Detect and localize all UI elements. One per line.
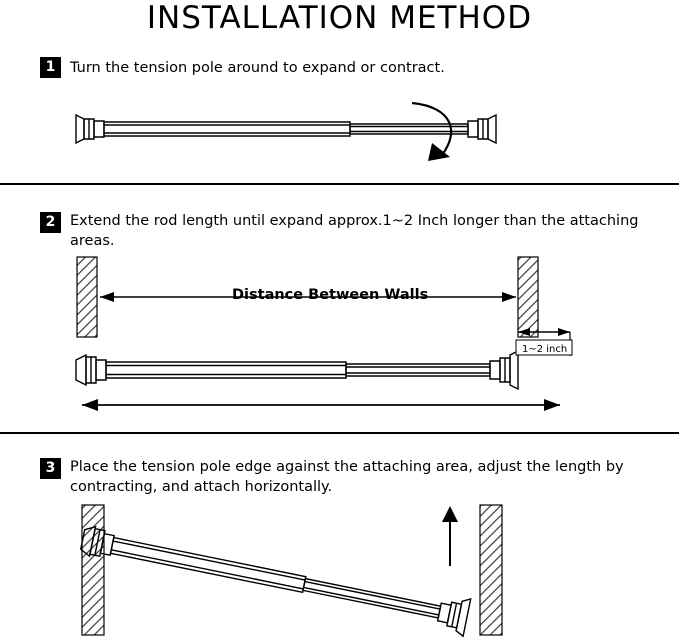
step-1-figure xyxy=(60,95,520,180)
step-3-text: Place the tension pole edge against the attaching area, adjust the length by contracting, and attach horizontally. xyxy=(70,459,624,495)
step-1-number: 1 xyxy=(40,57,61,78)
distance-between-walls-label: Distance Between Walls xyxy=(232,287,429,303)
gap-measure-label: 1~2 inch xyxy=(522,344,568,355)
step-1-text: Turn the tension pole around to expand or contract. xyxy=(70,60,445,76)
step-2-number: 2 xyxy=(40,212,61,233)
page-title: INSTALLATION METHOD xyxy=(146,0,533,36)
divider-1 xyxy=(0,183,679,185)
step-2-text: Extend the rod length until expand approx.1~2 Inch longer than the attaching areas. xyxy=(70,213,639,249)
divider-2 xyxy=(0,432,679,434)
step-3-figure xyxy=(60,500,580,638)
step-3-number: 3 xyxy=(40,458,61,479)
step-2-figure xyxy=(60,252,620,427)
